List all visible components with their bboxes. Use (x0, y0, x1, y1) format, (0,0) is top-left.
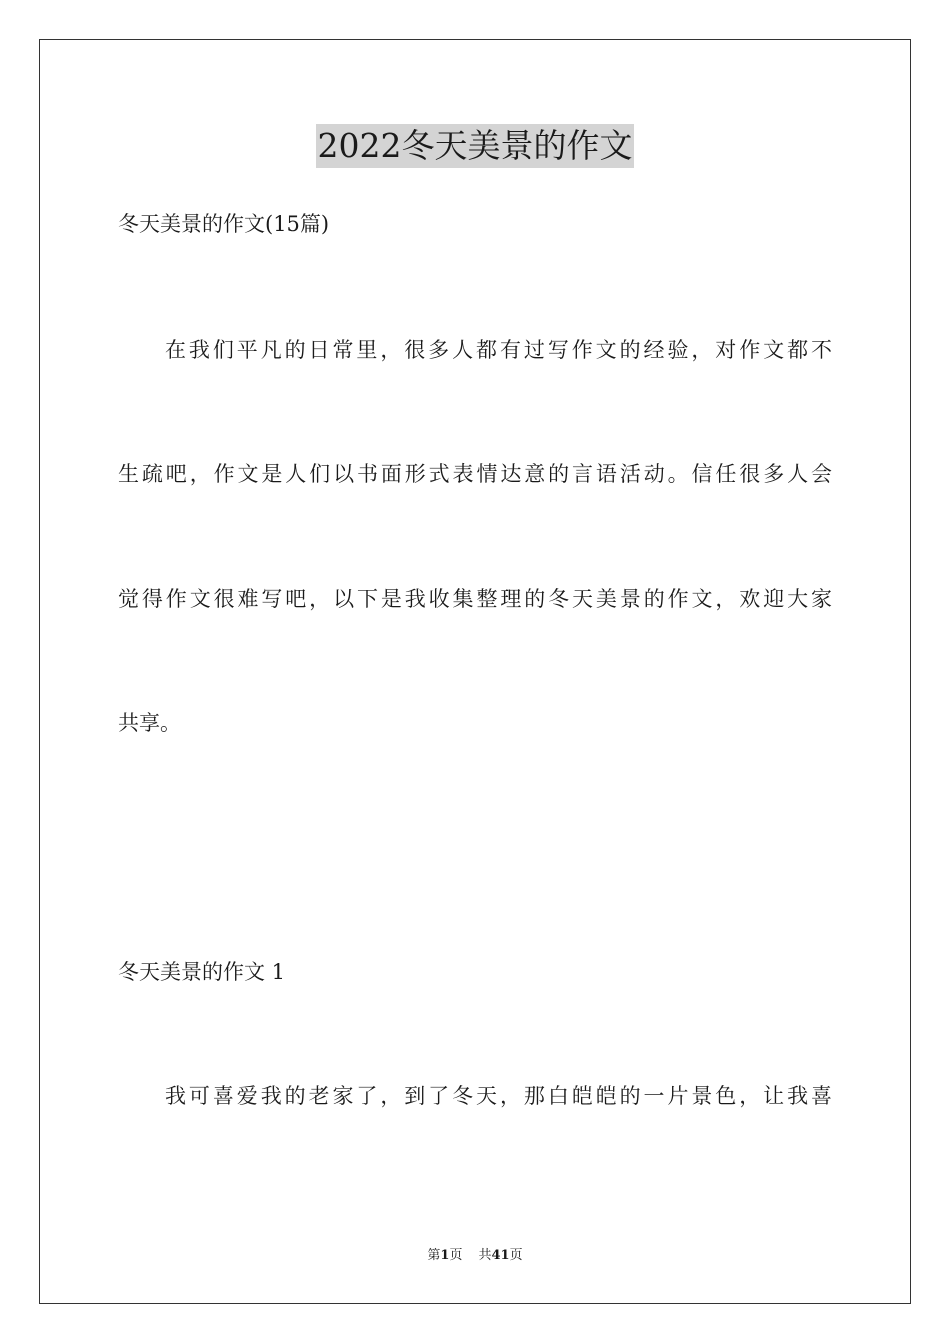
section-heading: 冬天美景的作文 1 (118, 960, 286, 984)
intro-line-3: 觉得作文很难写吧，以下是我收集整理的冬天美景的作文，欢迎大家 (118, 587, 832, 611)
footer-total-suffix: 页 (509, 1248, 523, 1263)
document-subtitle: 冬天美景的作文(15篇) (118, 212, 330, 236)
title-container (0, 124, 950, 168)
footer-page-number: 1 (440, 1248, 450, 1263)
footer-total-prefix: 共 (478, 1248, 492, 1263)
footer-page-suffix: 页 (449, 1248, 463, 1263)
document-title: 2022冬天美景的作文 (316, 124, 635, 168)
intro-line-1: 在我们平凡的日常里，很多人都有过写作文的经验，对作文都不 (165, 338, 832, 362)
footer-total-pages: 41 (491, 1248, 510, 1263)
footer-page-prefix: 第 (427, 1248, 441, 1263)
section-paragraph-line-1: 我可喜爱我的老家了，到了冬天，那白皑皑的一片景色，让我喜 (165, 1084, 832, 1108)
intro-line-4: 共享。 (118, 711, 181, 735)
intro-line-2: 生疏吧，作文是人们以书面形式表情达意的言语活动。信任很多人会 (118, 462, 832, 486)
page-footer (0, 1247, 950, 1265)
